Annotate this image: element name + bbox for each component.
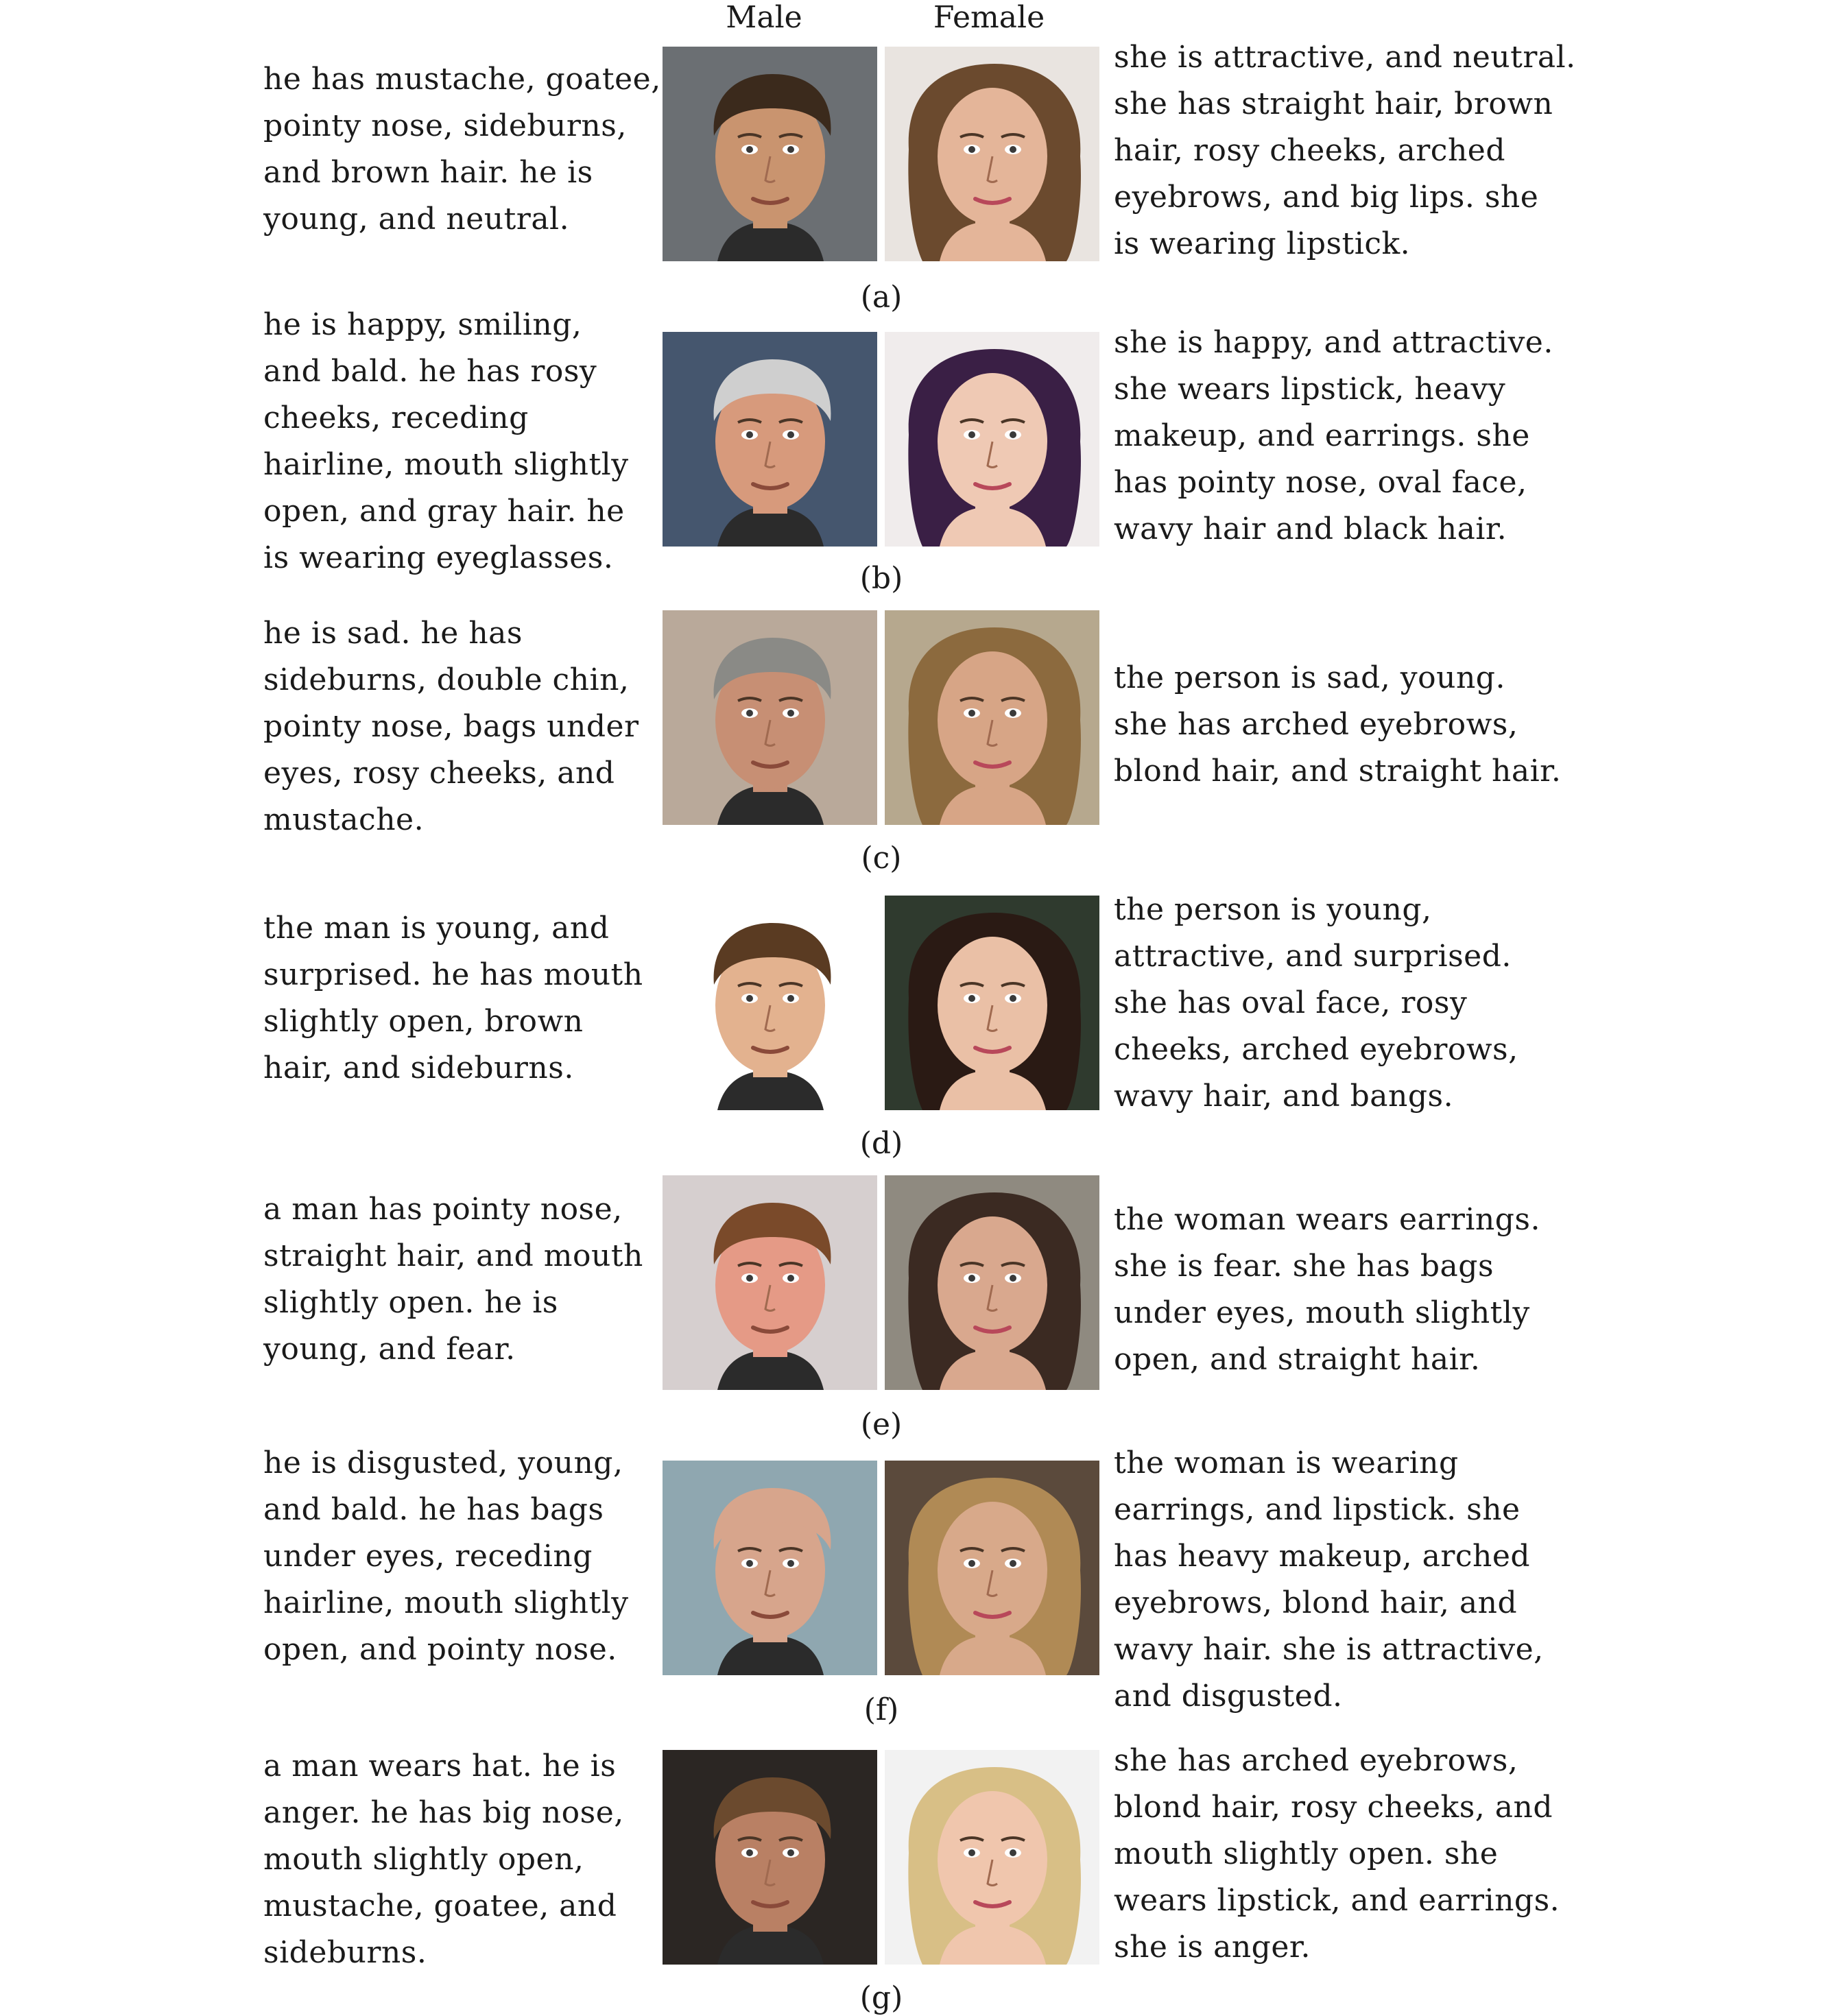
column-header-female: Female — [933, 0, 1045, 35]
female-description: she has arched eyebrows, blond hair, rosy cheeks, and mouth slightly open. she wears lipstick, and earrings. she is anger. — [1114, 1743, 1560, 1965]
male-face-photo — [663, 896, 877, 1110]
female-description: the person is young, attractive, and surprised. she has oval face, rosy cheeks, arched eyebrows, wavy hair, and bangs. — [1114, 892, 1518, 1114]
male-face-photo — [663, 610, 877, 825]
male-description: a man has pointy nose, straight hair, and mouth slightly open. he is young, and fear. — [263, 1192, 643, 1367]
male-description: he has mustache, goatee, pointy nose, sideburns, and brown hair. he is young, and neutral. — [263, 62, 661, 237]
male-face-photo — [663, 332, 877, 547]
male-description: a man wears hat. he is anger. he has big nose, mouth slightly open, mustache, goatee, and sideburns. — [263, 1749, 624, 1970]
female-face-photo — [885, 47, 1099, 261]
female-face-photo — [885, 896, 1099, 1110]
male-face-photo — [663, 47, 877, 261]
subfigure-caption: (c) — [861, 841, 902, 876]
female-face-photo — [885, 332, 1099, 547]
female-face-photo — [885, 1461, 1099, 1675]
male-description: he is sad. he has sideburns, double chin, pointy nose, bags under eyes, rosy cheeks, and mustache. — [263, 616, 639, 837]
female-description: she is happy, and attractive. she wears lipstick, heavy makeup, and earrings. she has pointy nose, oval face, wavy hair and black hair. — [1114, 325, 1553, 547]
male-description: he is disgusted, young, and bald. he has bags under eyes, receding hairline, mouth slightly open, and pointy nose. — [263, 1445, 629, 1667]
male-description: he is happy, smiling, and bald. he has rosy cheeks, receding hairline, mouth slightly open, and gray hair. he is wearing eyeglasses. — [263, 307, 629, 575]
male-face-photo — [663, 1175, 877, 1390]
male-description: the man is young, and surprised. he has mouth slightly open, brown hair, and sideburns. — [263, 911, 643, 1085]
subfigure-caption: (d) — [859, 1126, 903, 1161]
subfigure-caption: (a) — [860, 280, 903, 315]
female-face-photo — [885, 1750, 1099, 1965]
male-face-photo — [663, 1461, 877, 1675]
subfigure-caption: (f) — [863, 1692, 899, 1727]
female-description: the woman wears earrings. she is fear. she has bags under eyes, mouth slightly open, and straight hair. — [1114, 1202, 1540, 1377]
female-description: she is attractive, and neutral. she has straight hair, brown hair, rosy cheeks, arched eyebrows, and big lips. she is wearing lipstick. — [1114, 40, 1576, 261]
female-face-photo — [885, 610, 1099, 825]
subfigure-caption: (e) — [860, 1407, 903, 1442]
female-face-photo — [885, 1175, 1099, 1390]
column-header-male: Male — [726, 0, 802, 35]
female-description: the woman is wearing earrings, and lipstick. she has heavy makeup, arched eyebrows, blond hair, and wavy hair. she is attractive, and disgusted. — [1114, 1445, 1544, 1714]
female-description: the person is sad, young. she has arched eyebrows, blond hair, and straight hair. — [1114, 660, 1562, 789]
male-face-photo — [663, 1750, 877, 1965]
subfigure-caption: (g) — [859, 1980, 903, 2015]
subfigure-caption: (b) — [859, 561, 903, 596]
